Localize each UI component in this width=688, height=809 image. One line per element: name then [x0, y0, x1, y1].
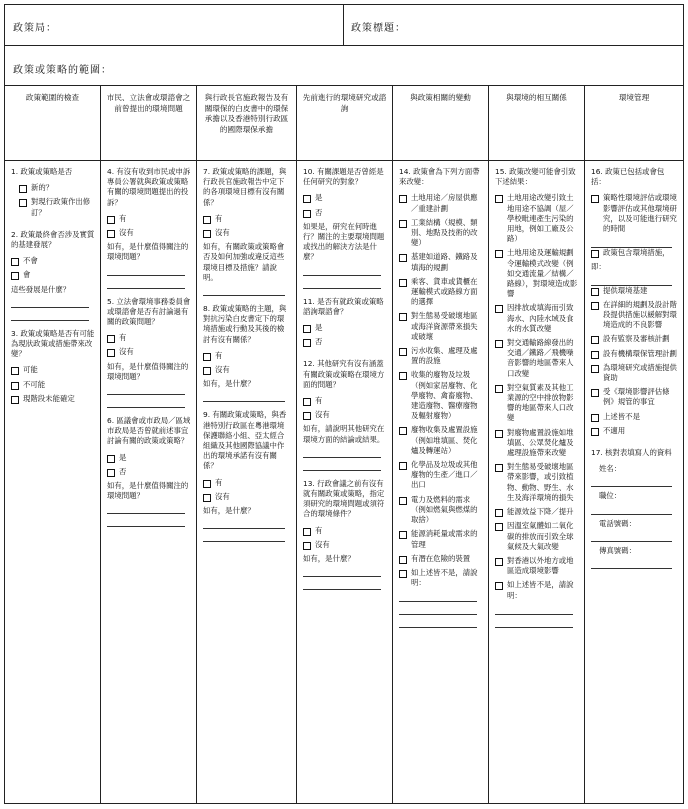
option-label: 沒有 [315, 539, 330, 549]
answer-line[interactable] [11, 311, 89, 321]
answer-line[interactable] [591, 238, 672, 248]
checkbox[interactable] [495, 582, 503, 590]
checkbox[interactable] [19, 199, 27, 207]
option-label: 有 [315, 396, 323, 406]
column-environmental-management [585, 85, 683, 803]
checkbox[interactable] [495, 523, 503, 531]
option-label: 因排放或填海而引致海水、內陸水域及食水的水質改變 [507, 303, 574, 333]
column-policy-changes [393, 85, 489, 803]
option-label: 策略性環境評估或環境影響評估或其他環境研究，以及可能進行研究的時間 [603, 193, 677, 234]
checkbox[interactable] [399, 279, 407, 287]
answer-line[interactable] [303, 279, 381, 289]
answer-line[interactable] [399, 605, 477, 615]
follow-up-label: 如有，是什麼值得關注的環境問題？ [107, 481, 189, 501]
option-label: 可能 [23, 365, 38, 375]
checkbox[interactable] [495, 305, 503, 313]
checkbox[interactable] [203, 353, 211, 361]
checkbox[interactable] [591, 336, 599, 344]
option-label: 否 [119, 466, 127, 476]
question-7: 7. 政策或策略的課題，與行政長官施政報告中定下的各項環境目標有沒有關係？ [203, 167, 287, 207]
answer-line[interactable] [107, 398, 185, 408]
option-label: 設有監察及審核計劃 [603, 334, 670, 344]
option-label: 不可能 [23, 379, 46, 389]
checkbox[interactable] [11, 258, 19, 266]
question-15: 15. 政策改變可能會引致下述結果： [495, 167, 576, 187]
checkbox[interactable] [107, 335, 115, 343]
option-label: 收集的廢物及垃圾（例如家居廢物、化學廢物、禽畜廢物、建造廢物、醫療廢物及輻射廢物） [411, 370, 478, 421]
checkbox[interactable] [203, 216, 211, 224]
checkbox[interactable] [203, 494, 211, 502]
follow-up-label: 如有，是什麼？ [203, 379, 255, 389]
checkbox[interactable] [495, 250, 503, 258]
option-label: 污水收集、處理及處置的設施 [411, 346, 478, 366]
option-label: 政策包含環境措施， [603, 248, 670, 258]
answer-line[interactable] [203, 519, 285, 529]
name-field-label: 姓名： [599, 464, 622, 474]
option-label: 沒有 [215, 228, 230, 238]
column-previous-studies [297, 85, 393, 803]
option-label: 提供環境基建 [603, 285, 648, 295]
checkbox[interactable] [11, 396, 19, 404]
question-5: 5. 立法會環境事務委員會或環諮會是否有討論過有關的政策問題？ [107, 296, 191, 327]
checkbox[interactable] [399, 195, 407, 203]
option-label: 沒有 [119, 347, 134, 357]
option-label: 為環境研究或措施提供資助 [603, 362, 677, 383]
answer-line[interactable] [591, 276, 672, 286]
answer-line[interactable] [203, 392, 285, 402]
answer-line[interactable] [495, 618, 573, 628]
option-label: 否 [315, 207, 323, 217]
checkbox[interactable] [303, 398, 311, 406]
answer-line[interactable] [303, 580, 381, 590]
checkbox[interactable] [399, 313, 407, 321]
option-label: 對生態易受破壞地區帶來影響，或引致植物、動物、野生、水生及海洋環境的損失 [507, 462, 574, 502]
option-label: 不適用 [603, 425, 626, 435]
policy-checklist-form [4, 4, 684, 804]
checkbox[interactable] [107, 455, 115, 463]
answer-line[interactable] [303, 266, 381, 276]
option-label: 能源消耗量或需求的管理 [411, 529, 478, 549]
answer-line[interactable] [203, 532, 285, 542]
answer-line[interactable] [303, 461, 381, 471]
option-label: 對香港以外地方或地區造成環境影響 [507, 555, 574, 576]
column-header: 政策範圍的檢查 [5, 85, 100, 161]
follow-up-label: 這些發展是什麼？ [11, 284, 71, 294]
column-header: 市民、立法會或環諮會之前曾提出的環境問題 [101, 85, 196, 161]
answer-line[interactable] [303, 448, 381, 458]
option-label: 是 [315, 193, 323, 203]
position-field[interactable] [591, 505, 672, 515]
option-label: 不會 [23, 256, 38, 266]
question-16: 16. 政策已包括或會包括： [591, 167, 665, 187]
question-13: 13. 行政會議之前有沒有就有關政策或策略，指定須研究的環境問題或須符合的環境條件？ [303, 478, 385, 519]
scope-row[interactable] [5, 45, 683, 86]
option-label: 有 [119, 213, 127, 223]
checkbox[interactable] [591, 428, 599, 436]
bureau-label: 政策局： [13, 23, 57, 34]
checkbox[interactable] [495, 509, 503, 517]
checkbox[interactable] [303, 325, 311, 333]
phone-field-label: 電話號碼： [599, 518, 636, 528]
follow-up-label: 如有，請說明其他研究在環境方面的結論或結果。 [303, 424, 385, 444]
checkbox[interactable] [303, 339, 311, 347]
option-label: 沒有 [215, 491, 230, 501]
option-label: 乘客、貨車或貨櫃在運輸模式或路線方面的選擇 [411, 276, 478, 307]
checkbox[interactable] [495, 340, 503, 348]
checkbox[interactable] [11, 367, 19, 375]
question-1: 1. 政策或策略是否 [11, 167, 73, 176]
checkbox[interactable] [591, 351, 599, 359]
checkbox[interactable] [399, 462, 407, 470]
checkbox[interactable] [399, 254, 407, 262]
checkbox[interactable] [591, 365, 599, 373]
option-label: 有 [215, 350, 223, 360]
checkbox[interactable] [399, 220, 407, 228]
checkbox[interactable] [303, 210, 311, 218]
option-label: 上述皆不是 [603, 411, 640, 421]
option-label: 有潛在危險的裝置 [411, 553, 471, 563]
option-label: 廢物收集及處置設施（例如堆填區、焚化爐及轉運站） [411, 425, 478, 455]
column-header: 與環境的相互關係 [489, 85, 584, 161]
checkbox[interactable] [399, 570, 407, 578]
checkbox[interactable] [107, 216, 115, 224]
checkbox[interactable] [107, 230, 115, 238]
option-label: 設有機構環保管理計劃 [603, 348, 677, 358]
answer-line[interactable] [107, 279, 185, 289]
checkbox[interactable] [203, 367, 211, 375]
answer-line[interactable] [303, 567, 381, 577]
question-17: 17. 核對表填寫人的資料 [591, 448, 672, 458]
bureau-cell[interactable] [5, 5, 344, 45]
fax-field-label: 傳真號碼： [599, 545, 636, 555]
option-label: 對生態易受破壞地區或海洋資源帶來損失或破壞 [411, 311, 478, 341]
answer-line[interactable] [107, 517, 185, 527]
option-label: 對廢物處置設施如堆填區、公眾焚化爐及處理設施帶來改變 [507, 427, 574, 458]
checkbox[interactable] [495, 430, 503, 438]
answer-line[interactable] [107, 385, 185, 395]
option-label: 是 [315, 323, 323, 333]
answer-line[interactable] [495, 605, 573, 615]
checkbox[interactable] [591, 414, 599, 422]
checkbox[interactable] [303, 542, 311, 550]
option-label: 基建如道路、鐵路及填海的規劃 [411, 252, 478, 272]
option-label: 對空氣質素及其他工業源的空中排放物影響的地區帶來人口改變 [507, 382, 574, 423]
question-4: 4. 有沒有收到市民或申訴專員公署就與政策或策略有關的環境問題提出的投訴？ [107, 167, 191, 207]
checkbox[interactable] [591, 195, 599, 203]
question-8: 8. 政策或策略的主題，與對抗污染白皮書定下的環境措施或行動及其後的檢討有沒有關係？ [203, 304, 287, 344]
position-field-label: 職位： [599, 491, 622, 501]
answer-line[interactable] [399, 592, 477, 602]
option-label: 沒有 [315, 410, 330, 420]
answer-line[interactable] [203, 286, 285, 296]
name-field[interactable] [591, 477, 672, 487]
checkbox[interactable] [303, 412, 311, 420]
column-commitments [197, 85, 297, 803]
follow-up-label: 如果是，研究在何時進行？關注的主要環境問題或找出的解決方法是什麼？ [303, 221, 385, 262]
option-label: 會 [23, 270, 31, 280]
column-raised-issues [101, 85, 197, 803]
question-2: 2. 政策最終會否涉及實質的基建發展？ [11, 229, 95, 250]
answer-line[interactable] [11, 298, 89, 308]
option-label: 沒有 [119, 228, 134, 238]
question-11: 11. 是否有就政策或策略諮詢環諮會？ [303, 296, 384, 316]
option-label: 工業結構（規模、類別、地點及技術的改變） [411, 217, 478, 248]
follow-up-label: 如有，是什麼值得關注的環境問題？ [107, 361, 189, 381]
column-header: 環境管理 [585, 85, 683, 161]
answer-line[interactable] [399, 618, 477, 628]
option-label: 有 [315, 525, 323, 535]
question-9: 9. 有關政策或策略，與香港特別行政區在粵港環境保護聯絡小組、亞太經合組織及其他國際協議中作出的環境承諾有沒有關係？ [203, 410, 287, 471]
option-label: 否 [315, 337, 323, 347]
answer-line[interactable] [107, 504, 185, 514]
option-label: 因溫室氣體如二氧化碳的排放而引致全球氣候及大氣改變 [507, 521, 574, 551]
option-label: 電力及燃料的需求（例如燃氣與燃煤的取捨） [411, 494, 478, 525]
checkbox[interactable] [495, 385, 503, 393]
follow-up-label: 如有，是什麼值得關注的環境問題？ [107, 242, 189, 262]
checkbox[interactable] [399, 556, 407, 564]
checkbox[interactable] [107, 349, 115, 357]
checkbox[interactable] [107, 469, 115, 477]
checkbox[interactable] [11, 382, 19, 390]
fax-field[interactable] [591, 559, 672, 569]
option-label: 化學品及垃圾或其他廢物的生產／進口／出口 [411, 460, 478, 490]
header-row [5, 5, 683, 46]
note-label: 即： [591, 262, 606, 272]
option-label: 有 [215, 477, 223, 487]
option-label: 如上述皆不是，請說明： [411, 567, 478, 588]
option-label: 能源效益下降／提升 [507, 507, 574, 517]
option-label: 如上述皆不是，請說明： [507, 580, 574, 600]
phone-field[interactable] [591, 532, 672, 542]
option-label: 在詳細的規劃及設計階段提供措施以緩解對環境造成的不良影響 [603, 299, 677, 330]
checkbox[interactable] [19, 185, 27, 193]
option-label: 土地用途及運輸規劃令運輸模式改變（例如交通流量／結構／路線），對環境造成影響 [507, 248, 578, 299]
column-header: 先前進行的環境研究或諮詢 [297, 85, 392, 161]
option-label: 有 [119, 333, 127, 343]
checkbox[interactable] [399, 348, 407, 356]
checkbox[interactable] [399, 372, 407, 380]
checkbox[interactable] [591, 389, 599, 397]
option-label: 對現行政策作出修訂？ [31, 197, 91, 217]
checkbox[interactable] [591, 288, 599, 296]
follow-up-label: 如有，是什麼？ [203, 506, 255, 516]
option-label: 土地用途改變引致土地用途不協調（屋／學校毗連產生污染的用地，例如工廠及公路） [507, 193, 574, 244]
checkbox[interactable] [591, 250, 599, 258]
question-12: 12. 其他研究有沒有涵蓋有關政策或策略在環境方面的問題？ [303, 359, 385, 389]
column-header: 與政策相關的變動 [393, 85, 488, 161]
policy-title-label: 政策標題： [351, 23, 406, 34]
option-label: 現階段未能確定 [23, 393, 75, 403]
policy-title-cell[interactable] [343, 5, 683, 45]
checkbox[interactable] [203, 480, 211, 488]
column-header: 與行政長官施政報告及有關環保的白皮書中的環保承擔以及香港特別行政區的國際環保承擔 [197, 85, 296, 161]
checkbox[interactable] [495, 558, 503, 566]
checkbox[interactable] [303, 528, 311, 536]
option-label: 新的？ [31, 183, 54, 193]
checkbox[interactable] [495, 464, 503, 472]
column-scope-check [5, 85, 101, 803]
answer-line[interactable] [107, 266, 185, 276]
checkbox[interactable] [399, 531, 407, 539]
checkbox[interactable] [495, 195, 503, 203]
question-14: 14. 政策會為下列方面帶來改變： [399, 167, 480, 187]
checkbox[interactable] [591, 302, 599, 310]
option-label: 對交通輸路線發出的交通／鐵路／飛機噪音影響的地區帶來人口改變 [507, 338, 574, 378]
checkbox[interactable] [11, 272, 19, 280]
question-3: 3. 政策或策略是否有可能為現狀政策或措施帶來改變？ [11, 328, 95, 359]
checkbox[interactable] [203, 230, 211, 238]
follow-up-label: 如有，是什麼？ [303, 554, 355, 564]
question-6: 6. 區議會或市政局／區域市政局是否曾就前述事宜討論有關的政策或策略？ [107, 416, 191, 446]
follow-up-label: 如有，有關政策或策略會否及如何加強或違反這些環境目標及措施？請說明。 [203, 242, 285, 282]
option-label: 是 [119, 452, 127, 462]
scope-label: 政策或策略的範圍： [13, 65, 112, 76]
checkbox[interactable] [399, 497, 407, 505]
option-label: 有 [215, 213, 223, 223]
option-label: 土地用途／房屋供應／重建計劃 [411, 193, 478, 213]
checkbox[interactable] [399, 427, 407, 435]
column-environmental-interaction [489, 85, 585, 803]
checkbox[interactable] [303, 195, 311, 203]
checklist-columns [5, 85, 683, 803]
option-label: 沒有 [215, 365, 230, 375]
question-10: 10. 有關課題是否曾經是任何研究的對象？ [303, 167, 384, 187]
option-label: 受《環境影響評估條例》規管的事宜 [603, 387, 670, 407]
